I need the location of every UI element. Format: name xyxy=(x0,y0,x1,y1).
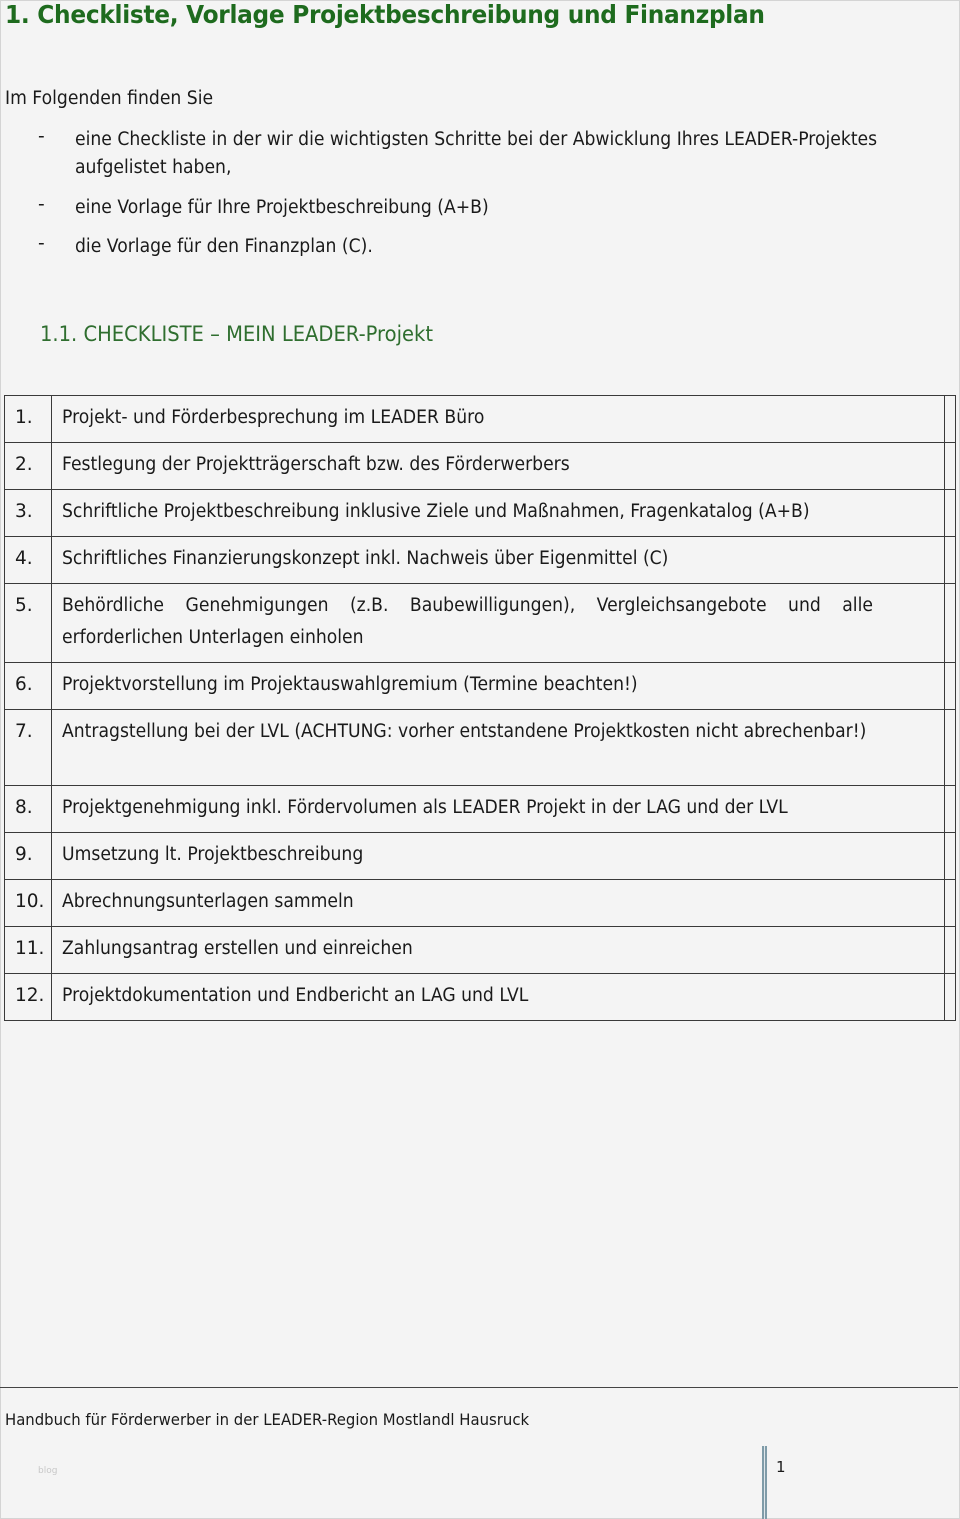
checklist-description xyxy=(52,786,945,833)
checklist-row xyxy=(5,663,956,710)
checklist-number-text: 2. xyxy=(15,454,33,475)
checklist-description xyxy=(52,974,945,1021)
checklist-description xyxy=(52,710,945,786)
checklist-description-text: Festlegung der Projektträgerschaft bzw. des Förderwerbers xyxy=(62,454,570,475)
checklist-row xyxy=(5,927,956,974)
checklist-row xyxy=(5,490,956,537)
checklist-description xyxy=(52,833,945,880)
checklist-checkbox-cell[interactable] xyxy=(945,396,956,443)
checklist-description-text: Antragstellung bei der LVL (ACHTUNG: vorher entstandene Projektkosten nicht abrechenbar!) xyxy=(62,721,867,742)
checklist-number-text: 4. xyxy=(15,548,33,569)
checklist-description-text: Behördliche Genehmigungen (z.B. Baubewilligungen), Vergleichsangebote und alle erforderlichen Unterlagen einholen xyxy=(62,595,874,648)
checklist-description xyxy=(52,880,945,927)
checklist-table xyxy=(4,395,956,1021)
section-heading: 1.1. CHECKLISTE – MEIN LEADER-Projekt xyxy=(40,322,434,346)
checklist-checkbox-cell[interactable] xyxy=(945,974,956,1021)
checklist-number-text: 9. xyxy=(15,844,33,865)
checklist-number-text: 6. xyxy=(15,674,33,695)
checklist-description xyxy=(52,396,945,443)
intro-text: Im Folgenden finden Sie xyxy=(5,88,214,109)
checklist-checkbox-cell[interactable] xyxy=(945,537,956,584)
bullet-text: eine Vorlage für Ihre Projektbeschreibung (A+B) xyxy=(75,197,489,218)
checklist-number xyxy=(5,443,52,490)
checklist-number xyxy=(5,396,52,443)
checklist-description-text: Schriftliche Projektbeschreibung inklusive Ziele und Maßnahmen, Fragenkatalog (A+B) xyxy=(62,501,810,522)
checklist-checkbox-cell[interactable] xyxy=(945,490,956,537)
checklist-number xyxy=(5,584,52,663)
bullet-dash: - xyxy=(38,194,45,215)
bullet-line: aufgelistet haben, xyxy=(75,157,232,178)
checklist-description xyxy=(52,663,945,710)
checklist-number-text: 7. xyxy=(15,721,33,742)
checklist-description-text: Schriftliches Finanzierungskonzept inkl. Nachweis über Eigenmittel (C) xyxy=(62,548,669,569)
checklist-number xyxy=(5,974,52,1021)
checklist-row xyxy=(5,584,956,663)
checklist-number-text: 5. xyxy=(15,595,33,616)
checklist-description-text: Projektgenehmigung inkl. Fördervolumen als LEADER Projekt in der LAG und der LVL xyxy=(62,797,788,818)
checklist-number-text: 3. xyxy=(15,501,33,522)
bullet-text xyxy=(75,126,877,182)
checklist-description-text: Projektdokumentation und Endbericht an LAG und LVL xyxy=(62,985,529,1006)
checklist-row xyxy=(5,710,956,786)
checklist-checkbox-cell[interactable] xyxy=(945,833,956,880)
checklist-row xyxy=(5,974,956,1021)
checklist-checkbox-cell[interactable] xyxy=(945,584,956,663)
footer-watermark: blog xyxy=(38,1466,58,1476)
checklist-description-text: Abrechnungsunterlagen sammeln xyxy=(62,891,354,912)
checklist-description-text: Umsetzung lt. Projektbeschreibung xyxy=(62,844,364,865)
checklist-row xyxy=(5,396,956,443)
checklist-number xyxy=(5,710,52,786)
checklist-description xyxy=(52,537,945,584)
checklist-number xyxy=(5,663,52,710)
bullet-text: die Vorlage für den Finanzplan (C). xyxy=(75,236,373,257)
checklist-number xyxy=(5,880,52,927)
checklist-description-text: Zahlungsantrag erstellen und einreichen xyxy=(62,938,413,959)
bullet-line: eine Checkliste in der wir die wichtigsten Schritte bei der Abwicklung Ihres LEADER-Projektes xyxy=(75,129,878,150)
checklist-number-text: 12. xyxy=(15,985,45,1006)
checklist-checkbox-cell[interactable] xyxy=(945,710,956,786)
checklist-number-text: 1. xyxy=(15,407,33,428)
checklist-number-text: 8. xyxy=(15,797,33,818)
checklist-row xyxy=(5,786,956,833)
footer-divider xyxy=(0,1387,958,1388)
checklist-number xyxy=(5,786,52,833)
page-number-bar xyxy=(762,1446,767,1519)
checklist-checkbox-cell[interactable] xyxy=(945,443,956,490)
checklist-description-text: Projekt- und Förderbesprechung im LEADER Büro xyxy=(62,407,485,428)
checklist-description-text: Projektvorstellung im Projektauswahlgremium (Termine beachten!) xyxy=(62,674,638,695)
checklist-row xyxy=(5,833,956,880)
bullet-dash: - xyxy=(38,126,45,147)
checklist-number xyxy=(5,537,52,584)
bullet-dash: - xyxy=(38,233,45,254)
checklist-description xyxy=(52,584,945,663)
checklist-number xyxy=(5,490,52,537)
checklist-row xyxy=(5,443,956,490)
checklist-checkbox-cell[interactable] xyxy=(945,880,956,927)
checklist-number-text: 10. xyxy=(15,891,45,912)
checklist-checkbox-cell[interactable] xyxy=(945,927,956,974)
checklist-number xyxy=(5,927,52,974)
checklist-row xyxy=(5,537,956,584)
checklist-checkbox-cell[interactable] xyxy=(945,786,956,833)
checklist-checkbox-cell[interactable] xyxy=(945,663,956,710)
page-title: 1. Checkliste, Vorlage Projektbeschreibung und Finanzplan xyxy=(5,0,765,29)
checklist-row xyxy=(5,880,956,927)
checklist-description xyxy=(52,443,945,490)
page-number: 1 xyxy=(776,1458,786,1476)
footer-text: Handbuch für Förderwerber in der LEADER-Region Mostlandl Hausruck xyxy=(5,1410,530,1429)
checklist-description xyxy=(52,927,945,974)
checklist-number xyxy=(5,833,52,880)
checklist-description xyxy=(52,490,945,537)
checklist-number-text: 11. xyxy=(15,938,45,959)
